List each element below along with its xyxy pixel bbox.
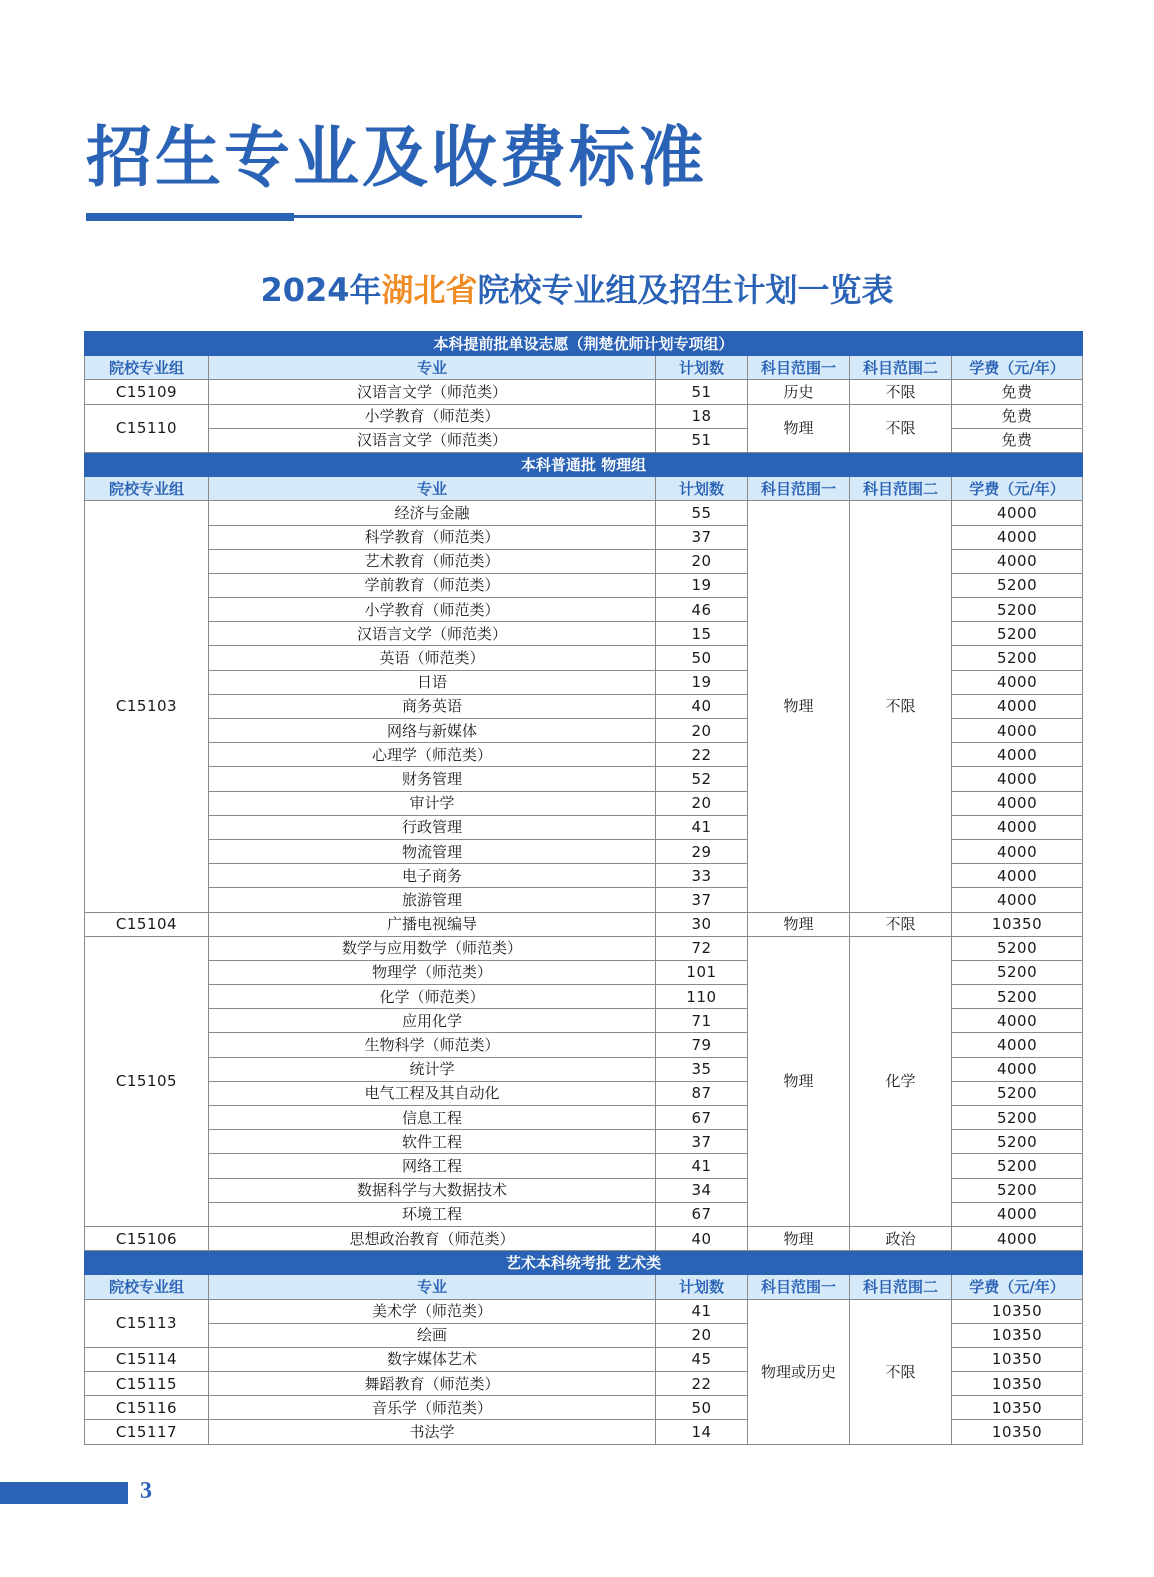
major-name-cell: 英语（师范类） [209, 646, 656, 670]
section-title: 本科普通批 物理组 [85, 452, 1083, 476]
tuition-fee-cell: 10350 [952, 1347, 1083, 1371]
plan-count-cell: 50 [656, 1396, 748, 1420]
major-name-cell: 物流管理 [209, 839, 656, 863]
plan-count-cell: 71 [656, 1009, 748, 1033]
tuition-fee-cell: 10350 [952, 1372, 1083, 1396]
major-name-cell: 汉语言文学（师范类） [209, 622, 656, 646]
plan-count-cell: 19 [656, 670, 748, 694]
group-code-cell: C15104 [85, 912, 209, 936]
plan-count-cell: 29 [656, 839, 748, 863]
subject-range-1-cell: 物理 [748, 936, 850, 1226]
plan-count-cell: 41 [656, 1299, 748, 1323]
plan-count-cell: 20 [656, 549, 748, 573]
major-name-cell: 统计学 [209, 1057, 656, 1081]
column-header: 科目范围二 [850, 477, 952, 501]
plan-count-cell: 51 [656, 428, 748, 452]
plan-count-cell: 40 [656, 1226, 748, 1250]
major-name-cell: 小学教育（师范类） [209, 598, 656, 622]
column-header: 学费（元/年） [952, 477, 1083, 501]
subject-range-2-cell: 不限 [850, 912, 952, 936]
major-name-cell: 旅游管理 [209, 888, 656, 912]
tuition-fee-cell: 4000 [952, 1057, 1083, 1081]
plan-count-cell: 55 [656, 501, 748, 525]
tuition-fee-cell: 4000 [952, 1009, 1083, 1033]
tuition-fee-cell: 免费 [952, 380, 1083, 404]
subject-range-2-cell: 不限 [850, 380, 952, 404]
column-header: 科目范围二 [850, 1275, 952, 1299]
plan-count-cell: 67 [656, 1202, 748, 1226]
plan-count-cell: 87 [656, 1081, 748, 1105]
major-name-cell: 心理学（师范类） [209, 743, 656, 767]
plan-count-cell: 22 [656, 743, 748, 767]
tuition-fee-cell: 4000 [952, 791, 1083, 815]
major-name-cell: 经济与金融 [209, 501, 656, 525]
major-name-cell: 数学与应用数学（师范类） [209, 936, 656, 960]
tuition-fee-cell: 4000 [952, 549, 1083, 573]
major-name-cell: 环境工程 [209, 1202, 656, 1226]
subject-range-1-cell: 物理 [748, 912, 850, 936]
tuition-fee-cell: 10350 [952, 1420, 1083, 1444]
tuition-fee-cell: 10350 [952, 912, 1083, 936]
group-code-cell: C15103 [85, 501, 209, 912]
plan-count-cell: 33 [656, 864, 748, 888]
major-name-cell: 数据科学与大数据技术 [209, 1178, 656, 1202]
tuition-fee-cell: 4000 [952, 1202, 1083, 1226]
plan-count-cell: 20 [656, 1323, 748, 1347]
column-header: 计划数 [656, 1275, 748, 1299]
tuition-fee-cell: 4000 [952, 839, 1083, 863]
page-number: 3 [140, 1478, 152, 1504]
plan-count-cell: 45 [656, 1347, 748, 1371]
major-name-cell: 财务管理 [209, 767, 656, 791]
column-header: 专业 [209, 1275, 656, 1299]
major-name-cell: 物理学（师范类） [209, 960, 656, 984]
subject-range-1-cell: 物理或历史 [748, 1299, 850, 1444]
tuition-fee-cell: 4000 [952, 815, 1083, 839]
plan-count-cell: 34 [656, 1178, 748, 1202]
tuition-fee-cell: 5200 [952, 573, 1083, 597]
plan-count-cell: 50 [656, 646, 748, 670]
column-header: 专业 [209, 356, 656, 380]
enrollment-plan-table [84, 331, 1083, 1445]
plan-count-cell: 22 [656, 1372, 748, 1396]
tuition-fee-cell: 5200 [952, 1106, 1083, 1130]
section-header-row [85, 452, 1083, 476]
section-header-row [85, 1251, 1083, 1275]
group-code-cell: C15117 [85, 1420, 209, 1444]
major-name-cell: 数字媒体艺术 [209, 1347, 656, 1371]
major-name-cell: 网络工程 [209, 1154, 656, 1178]
tuition-fee-cell: 5200 [952, 1081, 1083, 1105]
column-header: 学费（元/年） [952, 356, 1083, 380]
column-header-row [85, 477, 1083, 501]
plan-count-cell: 101 [656, 960, 748, 984]
table-row [85, 404, 1083, 428]
title-underline-accent [86, 213, 294, 221]
plan-count-cell: 40 [656, 694, 748, 718]
table-row [85, 912, 1083, 936]
major-name-cell: 生物科学（师范类） [209, 1033, 656, 1057]
table-row [85, 380, 1083, 404]
plan-count-cell: 35 [656, 1057, 748, 1081]
major-name-cell: 绘画 [209, 1323, 656, 1347]
major-name-cell: 学前教育（师范类） [209, 573, 656, 597]
plan-count-cell: 110 [656, 985, 748, 1009]
footer-bar [0, 1482, 128, 1504]
table-row [85, 1226, 1083, 1250]
plan-count-cell: 14 [656, 1420, 748, 1444]
tuition-fee-cell: 4000 [952, 743, 1083, 767]
group-code-cell: C15110 [85, 404, 209, 452]
tuition-fee-cell: 免费 [952, 404, 1083, 428]
major-name-cell: 化学（师范类） [209, 985, 656, 1009]
plan-count-cell: 37 [656, 1130, 748, 1154]
major-name-cell: 软件工程 [209, 1130, 656, 1154]
column-header: 科目范围二 [850, 356, 952, 380]
plan-count-cell: 20 [656, 791, 748, 815]
subject-range-1-cell: 物理 [748, 501, 850, 912]
column-header: 院校专业组 [85, 1275, 209, 1299]
tuition-fee-cell: 10350 [952, 1323, 1083, 1347]
section-title: 本科提前批单设志愿（荆楚优师计划专项组） [85, 332, 1083, 356]
table-row [85, 936, 1083, 960]
plan-count-cell: 79 [656, 1033, 748, 1057]
plan-count-cell: 72 [656, 936, 748, 960]
group-code-cell: C15109 [85, 380, 209, 404]
tuition-fee-cell: 5200 [952, 1178, 1083, 1202]
major-name-cell: 行政管理 [209, 815, 656, 839]
plan-count-cell: 18 [656, 404, 748, 428]
column-header: 计划数 [656, 477, 748, 501]
major-name-cell: 舞蹈教育（师范类） [209, 1372, 656, 1396]
subject-range-2-cell: 政治 [850, 1226, 952, 1250]
tuition-fee-cell: 5200 [952, 622, 1083, 646]
group-code-cell: C15106 [85, 1226, 209, 1250]
tuition-fee-cell: 5200 [952, 1130, 1083, 1154]
tuition-fee-cell: 10350 [952, 1299, 1083, 1323]
group-code-cell: C15115 [85, 1372, 209, 1396]
major-name-cell: 艺术教育（师范类） [209, 549, 656, 573]
tuition-fee-cell: 5200 [952, 960, 1083, 984]
subject-range-2-cell: 不限 [850, 1299, 952, 1444]
tuition-fee-cell: 4000 [952, 694, 1083, 718]
plan-count-cell: 19 [656, 573, 748, 597]
group-code-cell: C15116 [85, 1396, 209, 1420]
subject-range-1-cell: 历史 [748, 380, 850, 404]
major-name-cell: 汉语言文学（师范类） [209, 380, 656, 404]
tuition-fee-cell: 4000 [952, 1226, 1083, 1250]
group-code-cell: C15114 [85, 1347, 209, 1371]
plan-count-cell: 52 [656, 767, 748, 791]
plan-count-cell: 51 [656, 380, 748, 404]
subtitle-province: 湖北省 [381, 271, 478, 309]
plan-count-cell: 37 [656, 888, 748, 912]
column-header: 科目范围一 [748, 477, 850, 501]
tuition-fee-cell: 免费 [952, 428, 1083, 452]
major-name-cell: 广播电视编导 [209, 912, 656, 936]
major-name-cell: 音乐学（师范类） [209, 1396, 656, 1420]
major-name-cell: 商务英语 [209, 694, 656, 718]
tuition-fee-cell: 4000 [952, 501, 1083, 525]
plan-count-cell: 37 [656, 525, 748, 549]
major-name-cell: 应用化学 [209, 1009, 656, 1033]
plan-count-cell: 41 [656, 815, 748, 839]
table-subtitle [0, 268, 1154, 312]
major-name-cell: 网络与新媒体 [209, 719, 656, 743]
plan-count-cell: 67 [656, 1106, 748, 1130]
section-title: 艺术本科统考批 艺术类 [85, 1251, 1083, 1275]
tuition-fee-cell: 5200 [952, 646, 1083, 670]
column-header-row [85, 1275, 1083, 1299]
plan-count-cell: 46 [656, 598, 748, 622]
group-code-cell: C15113 [85, 1299, 209, 1347]
plan-count-cell: 15 [656, 622, 748, 646]
subtitle-year: 2024年 [260, 271, 382, 309]
major-name-cell: 美术学（师范类） [209, 1299, 656, 1323]
column-header: 计划数 [656, 356, 748, 380]
column-header: 科目范围一 [748, 356, 850, 380]
tuition-fee-cell: 4000 [952, 767, 1083, 791]
tuition-fee-cell: 5200 [952, 598, 1083, 622]
tuition-fee-cell: 5200 [952, 936, 1083, 960]
major-name-cell: 书法学 [209, 1420, 656, 1444]
tuition-fee-cell: 4000 [952, 670, 1083, 694]
major-name-cell: 科学教育（师范类） [209, 525, 656, 549]
tuition-fee-cell: 5200 [952, 985, 1083, 1009]
section-header-row [85, 332, 1083, 356]
major-name-cell: 日语 [209, 670, 656, 694]
column-header: 专业 [209, 477, 656, 501]
major-name-cell: 审计学 [209, 791, 656, 815]
column-header: 科目范围一 [748, 1275, 850, 1299]
subject-range-1-cell: 物理 [748, 1226, 850, 1250]
tuition-fee-cell: 4000 [952, 888, 1083, 912]
major-name-cell: 电气工程及其自动化 [209, 1081, 656, 1105]
column-header: 院校专业组 [85, 477, 209, 501]
page-title: 招生专业及收费标准 [86, 119, 707, 196]
table-row [85, 1299, 1083, 1323]
column-header-row [85, 356, 1083, 380]
group-code-cell: C15105 [85, 936, 209, 1226]
major-name-cell: 汉语言文学（师范类） [209, 428, 656, 452]
column-header: 院校专业组 [85, 356, 209, 380]
plan-count-cell: 30 [656, 912, 748, 936]
tuition-fee-cell: 4000 [952, 1033, 1083, 1057]
major-name-cell: 思想政治教育（师范类） [209, 1226, 656, 1250]
table-row [85, 501, 1083, 525]
subject-range-2-cell: 不限 [850, 404, 952, 452]
tuition-fee-cell: 5200 [952, 1154, 1083, 1178]
subtitle-text: 院校专业组及招生计划一览表 [477, 271, 894, 309]
subject-range-2-cell: 化学 [850, 936, 952, 1226]
tuition-fee-cell: 10350 [952, 1396, 1083, 1420]
subject-range-1-cell: 物理 [748, 404, 850, 452]
major-name-cell: 信息工程 [209, 1106, 656, 1130]
subject-range-2-cell: 不限 [850, 501, 952, 912]
major-name-cell: 小学教育（师范类） [209, 404, 656, 428]
major-name-cell: 电子商务 [209, 864, 656, 888]
plan-count-cell: 20 [656, 719, 748, 743]
column-header: 学费（元/年） [952, 1275, 1083, 1299]
tuition-fee-cell: 4000 [952, 719, 1083, 743]
tuition-fee-cell: 4000 [952, 864, 1083, 888]
tuition-fee-cell: 4000 [952, 525, 1083, 549]
plan-count-cell: 41 [656, 1154, 748, 1178]
